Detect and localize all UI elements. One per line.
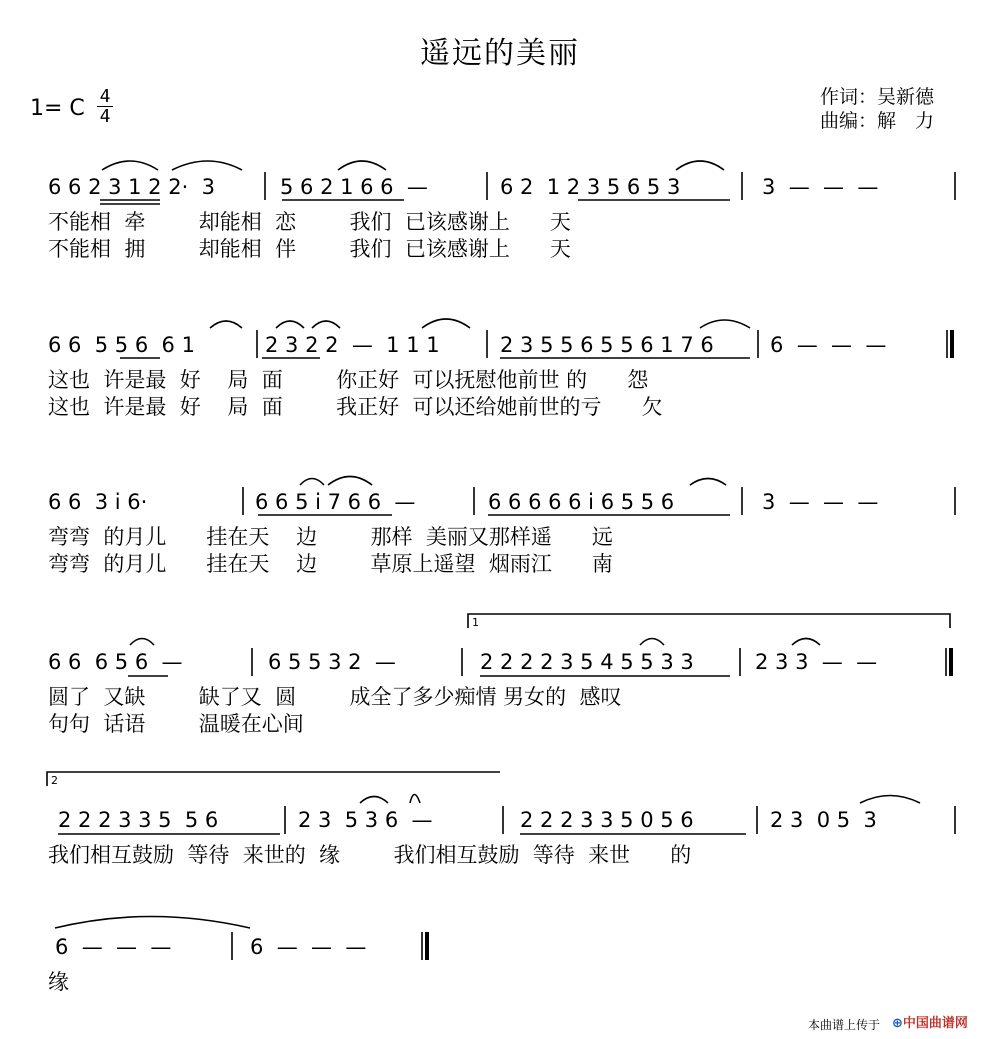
time-signature: 4 4: [94, 88, 116, 125]
lyric-line: 这也 许是最 好 局 面 你正好 可以抚慰他前世 的 怨: [48, 368, 649, 392]
measure-notes: 3 — — —: [762, 490, 879, 514]
lyric-line: 缘: [48, 970, 69, 994]
measure-notes: 2 2 2 2 3 5 4 5 5 3 3: [480, 650, 694, 674]
measure-notes: 6 — — —: [250, 935, 367, 959]
measure-notes: 6 6 6 5 6 —: [48, 650, 183, 674]
measure-notes: 6 2 1 2 3 5 6 5 3: [500, 175, 681, 199]
key-signature: 1= C: [30, 96, 85, 121]
measure-notes: 6 5 5 3 2 —: [268, 650, 396, 674]
measure-notes: 2 3 5 5 6 5 5 6 1 7 6: [500, 333, 714, 357]
measure-notes: 2 3 2 2 — 1 1 1: [265, 333, 440, 357]
lyric-line: 这也 许是最 好 局 面 我正好 可以还给她前世的亏 欠: [48, 395, 663, 419]
lyric-line: 不能相 牵 却能相 恋 我们 已该感谢上 天: [48, 210, 571, 234]
measure-notes: 2 2 2 3 3 5 5 6: [58, 808, 219, 832]
lyricist-credit: 作词：吴新德: [820, 86, 935, 108]
lyric-line: 圆了 又缺 缺了又 圆 成全了多少痴情 男女的 感叹: [48, 685, 622, 709]
lyric-line: 弯弯 的月儿 挂在天 边 那样 美丽又那样遥 远: [48, 525, 613, 549]
measure-notes: 2 3 3 — —: [755, 650, 878, 674]
measure-notes: 6 6 5 i 7 6 6 —: [255, 490, 416, 514]
volta-2-label: 2: [51, 774, 58, 787]
site-logo: ⊕中国曲谱网: [892, 1016, 968, 1031]
measure-notes: 6 — — —: [55, 935, 172, 959]
measure-notes: 2 3 0 5 3: [770, 808, 877, 832]
measure-notes: 6 — — —: [770, 333, 887, 357]
measure-notes: 6 6 2 3 1 2 2· 3: [48, 175, 215, 199]
measure-notes: 5 6 2 1 6 6 —: [280, 175, 428, 199]
page-title: 遥远的美丽: [420, 36, 580, 71]
lyric-line: 句句 话语 温暖在心间: [48, 712, 304, 736]
measure-notes: 6 6 6 6 6 i 6 5 5 6: [488, 490, 675, 514]
footer-upload-text: 本曲谱上传于: [808, 1018, 881, 1032]
lyric-line: 我们相互鼓励 等待 来世的 缘 我们相互鼓励 等待 来世 的: [48, 843, 692, 867]
lyric-line: 弯弯 的月儿 挂在天 边 草原上遥望 烟雨江 南: [48, 552, 613, 576]
measure-notes: 2 2 2 3 3 5 0 5 6: [520, 808, 694, 832]
measure-notes: 6 6 5 5 6 6 1: [48, 333, 195, 357]
volta-1-label: 1: [472, 616, 479, 629]
arranger-credit: 曲编：解 力: [820, 110, 935, 132]
measure-notes: 3 — — —: [762, 175, 879, 199]
measure-notes: 2 3 5 3 6 —: [298, 808, 433, 832]
lyric-line: 不能相 拥 却能相 伴 我们 已该感谢上 天: [48, 237, 571, 261]
measure-notes: 6 6 3 i 6·: [48, 490, 148, 514]
